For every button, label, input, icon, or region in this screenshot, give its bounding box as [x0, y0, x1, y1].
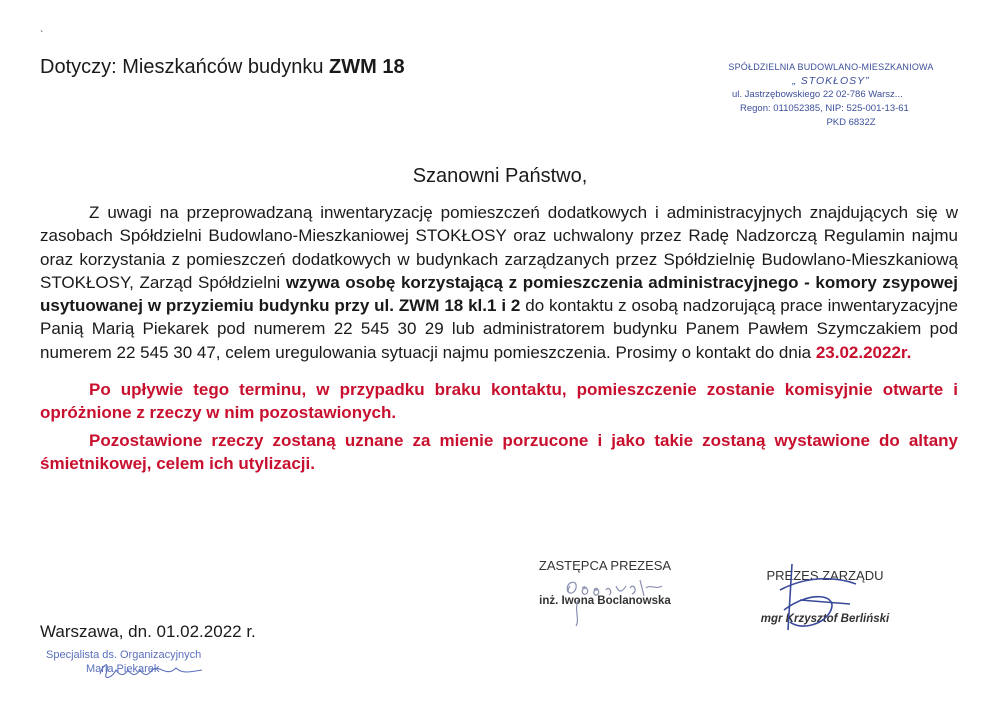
specialist-handwritten-signature — [96, 660, 206, 682]
paragraph-bold-summons: wzywa osobę korzystającą z pomieszczenia administracyjnego - komory zsypowej usytuowanej w przyziemiu budynku przy ul. ZWM 18 kl.1 i 2 — [40, 272, 958, 316]
president-name: mgr Krzysztof Berliński — [760, 613, 890, 625]
specialist-line-1: Specjalista ds. Organizacyjnych — [46, 649, 202, 661]
main-paragraph — [40, 201, 958, 364]
subject-building: ZWM 18 — [329, 56, 405, 78]
warning-paragraph-1: Po upływie tego terminu, w przypadku braku kontaktu, pomieszczenie zostanie komisyjnie otwarte i opróżnione z rzeczy w nim pozostawionych. — [40, 380, 958, 423]
deputy-name: inż. Iwona Boclanowska — [539, 595, 671, 607]
stamp-name: „ STOKŁOSY” — [792, 75, 870, 87]
stray-mark: ` — [40, 30, 44, 41]
date-line: Warszawa, dn. 01.02.2022 r. — [40, 622, 256, 641]
warning-paragraph-2: Pozostawione rzeczy zostaną uznane za mienie porzucone i jako takie zostaną wystawione do altany śmietnikowej, celem ich utylizacji. — [40, 430, 958, 473]
paragraph-text-1: Z uwagi na przeprowadzaną inwentaryzację pomieszczeń dodatkowych i administracyjnych znajdujących się w zasobach Spółdzielni Budowlano-Mieszkaniowej STOKŁOSY oraz uchwalony przez Radę Nadzorczą Regulamin najmu oraz korzystania z pomieszczeń dodatkowych w budynkach zarządzanych przez Spółdzielnię Budowlano-Mieszkaniową STOKŁOSY, Zarząd Spółdzielni — [40, 203, 958, 292]
salutation: Szanowni Państwo, — [412, 165, 588, 187]
cooperative-stamp — [726, 60, 936, 130]
deputy-signature-flourish — [572, 598, 612, 628]
subject-line — [40, 56, 405, 79]
paragraph-text-2: do kontaktu z osobą nadzorującą prace inwentaryzacyjne Panią Marią Piekarek pod numerem 22 545 30 29 lub administratorem budynku Panem Pawłem Szymczakiem pod numerem 22 545 30 47, celem uregulowania sytuacji najmu pomieszczenia. Prosimy o kontakt do dnia — [40, 296, 958, 362]
stamp-pkd: PKD 6832Z — [826, 117, 876, 128]
letter-body — [40, 201, 958, 475]
stamp-address: ul. Jastrzębowskiego 22 02-786 Warsz... — [732, 89, 903, 100]
president-handwritten-signature — [770, 560, 870, 640]
specialist-line-3: Maria Piekarek — [86, 663, 160, 675]
president-title: PREZES ZARZĄDU — [766, 568, 884, 583]
stamp-regon: Regon: 011052385, NIP: 525-001-13-61 — [740, 103, 909, 114]
deputy-title: ZASTĘPCA PREZESA — [538, 558, 672, 573]
subject-prefix: Dotyczy: Mieszkańców budynku — [40, 56, 330, 78]
stamp-org: SPÓŁDZIELNIA BUDOWLANO-MIESZKANIOWA — [728, 62, 934, 72]
deadline-date: 23.02.2022r. — [815, 342, 912, 362]
